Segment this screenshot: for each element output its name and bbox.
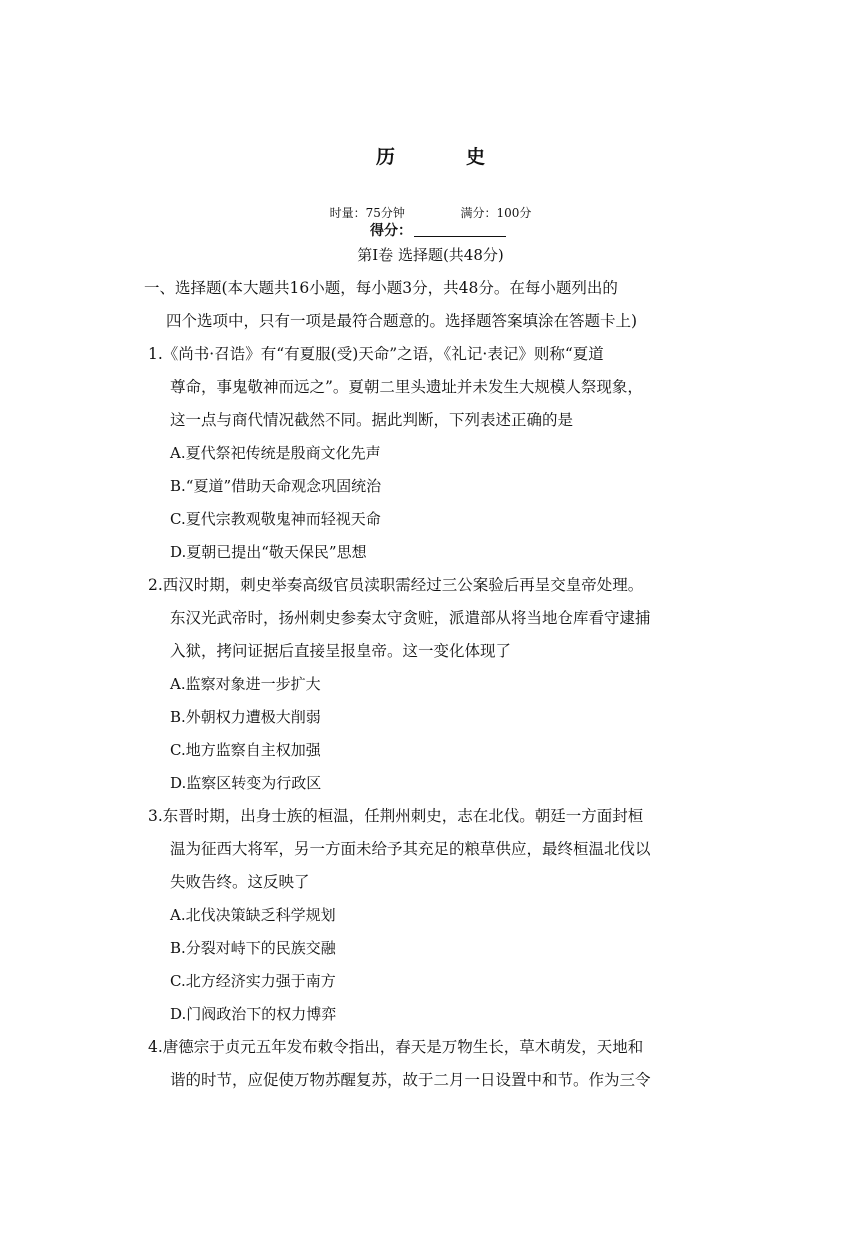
option-c: C.地方监察自主权加强 <box>170 741 321 759</box>
option-b: B.外朝权力遭极大削弱 <box>170 708 321 726</box>
question-stem: 这一点与商代情况截然不同。据此判断，下列表述正确的是 <box>170 411 574 429</box>
option-d: D.门阀政治下的权力博弈 <box>170 1005 337 1023</box>
question-stem: 温为征西大将军，另一方面未给予其充足的粮草供应，最终桓温北伐以 <box>170 840 651 858</box>
question-4 <box>148 1031 738 1097</box>
question-1 <box>148 338 738 569</box>
option-b: B.“夏道”借助天命观念巩固统治 <box>170 477 382 495</box>
option-b: B.分裂对峙下的民族交融 <box>170 939 336 957</box>
exam-meta <box>0 204 861 221</box>
score-blank[interactable] <box>414 222 506 237</box>
option-c: C.夏代宗教观敬鬼神而轻视天命 <box>170 510 381 528</box>
option-d: D.监察区转变为行政区 <box>170 774 322 792</box>
exam-content <box>144 272 738 1097</box>
question-stem: 东汉光武帝时，扬州刺史参奏太守贪赃，派遣部从将当地仓库看守逮捕 <box>170 609 651 627</box>
question-stem: 尊命，事鬼敬神而远之”。夏朝二里头遗址并未发生大规模人祭现象， <box>170 378 643 396</box>
question-stem: 入狱，拷问证据后直接呈报皇帝。这一变化体现了 <box>170 642 512 660</box>
score-field <box>370 220 506 240</box>
section-title: 第Ⅰ卷 选择题(共48分) <box>357 246 504 264</box>
option-a: A.监察对象进一步扩大 <box>170 675 321 693</box>
question-stem: 失败告终。这反映了 <box>170 873 310 891</box>
question-stem: 1.《尚书·召诰》有“有夏服(受)天命”之语，《礼记·表记》则称“夏道 <box>148 345 604 363</box>
score-label: 得分： <box>370 223 412 239</box>
question-stem: 3.东晋时期，出身士族的桓温，任荆州刺史，志在北伐。朝廷一方面封桓 <box>148 807 644 825</box>
question-3 <box>148 800 738 1031</box>
full-score: 满分：100分 <box>460 206 532 220</box>
question-stem: 2.西汉时期，刺史举奏高级官员渎职需经过三公案验后再呈交皇帝处理。 <box>148 576 644 594</box>
option-d: D.夏朝已提出“敬天保民”思想 <box>170 543 367 561</box>
option-a: A.夏代祭祀传统是殷商文化先声 <box>170 444 381 462</box>
question-stem: 4.唐德宗于贞元五年发布敕令指出，春天是万物生长，草木萌发，天地和 <box>148 1038 644 1056</box>
page-title: 历 史 <box>375 146 511 168</box>
question-stem: 谐的时节，应促使万物苏醒复苏，故于二月一日设置中和节。作为三令 <box>170 1071 651 1089</box>
time-limit: 时量：75分钟 <box>329 206 405 220</box>
question-2 <box>148 569 738 800</box>
instruction-line: 一、选择题(本大题共16小题，每小题3分，共48分。在每小题列出的 <box>144 279 618 297</box>
option-c: C.北方经济实力强于南方 <box>170 972 336 990</box>
instruction-line: 四个选项中，只有一项是最符合题意的。选择题答案填涂在答题卡上) <box>166 312 638 330</box>
option-a: A.北伐决策缺乏科学规划 <box>170 906 336 924</box>
